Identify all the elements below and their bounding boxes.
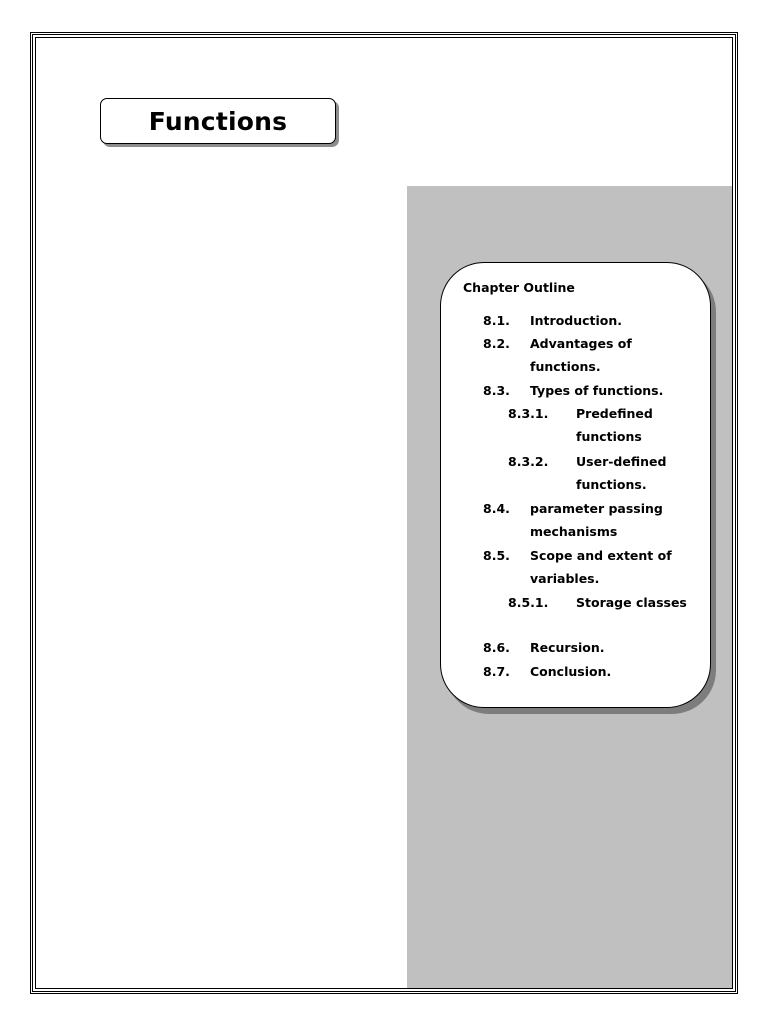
outline-item-number: 8.6. [483, 640, 510, 655]
chapter-title: Functions [148, 106, 288, 136]
outline-item-text: Predefined [576, 406, 653, 421]
outline-item-text: Storage classes [576, 595, 687, 610]
outline-item-text: Conclusion. [530, 664, 612, 679]
outline-item-text: functions. [530, 359, 601, 374]
outline-item-text: Scope and extent of [530, 548, 672, 563]
outline-item-number: 8.3. [483, 383, 510, 398]
outline-item-text: functions. [576, 477, 647, 492]
outline-item-number: 8.7. [483, 664, 510, 679]
outline-item-number: 8.3.2. [508, 454, 549, 469]
outline-item-text: variables. [530, 571, 600, 586]
outline-item-number: 8.3.1. [508, 406, 549, 421]
outline-item-text: parameter passing [530, 501, 663, 516]
outline-item-number: 8.1. [483, 313, 510, 328]
outline-item-text: Types of functions. [530, 383, 664, 398]
chapter-outline-box [440, 262, 711, 708]
outline-item-number: 8.4. [483, 501, 510, 516]
outline-item-number: 8.2. [483, 336, 510, 351]
outline-item-text: Recursion. [530, 640, 605, 655]
outline-item-number: 8.5.1. [508, 595, 549, 610]
outline-item-text: Advantages of [530, 336, 632, 351]
chapter-title-box [100, 98, 336, 144]
outline-heading: Chapter Outline [463, 280, 575, 295]
outline-item-text: functions [576, 429, 642, 444]
outline-item-text: User-defined [576, 454, 667, 469]
outline-item-number: 8.5. [483, 548, 510, 563]
outline-item-text: Introduction. [530, 313, 623, 328]
outline-item-text: mechanisms [530, 524, 618, 539]
